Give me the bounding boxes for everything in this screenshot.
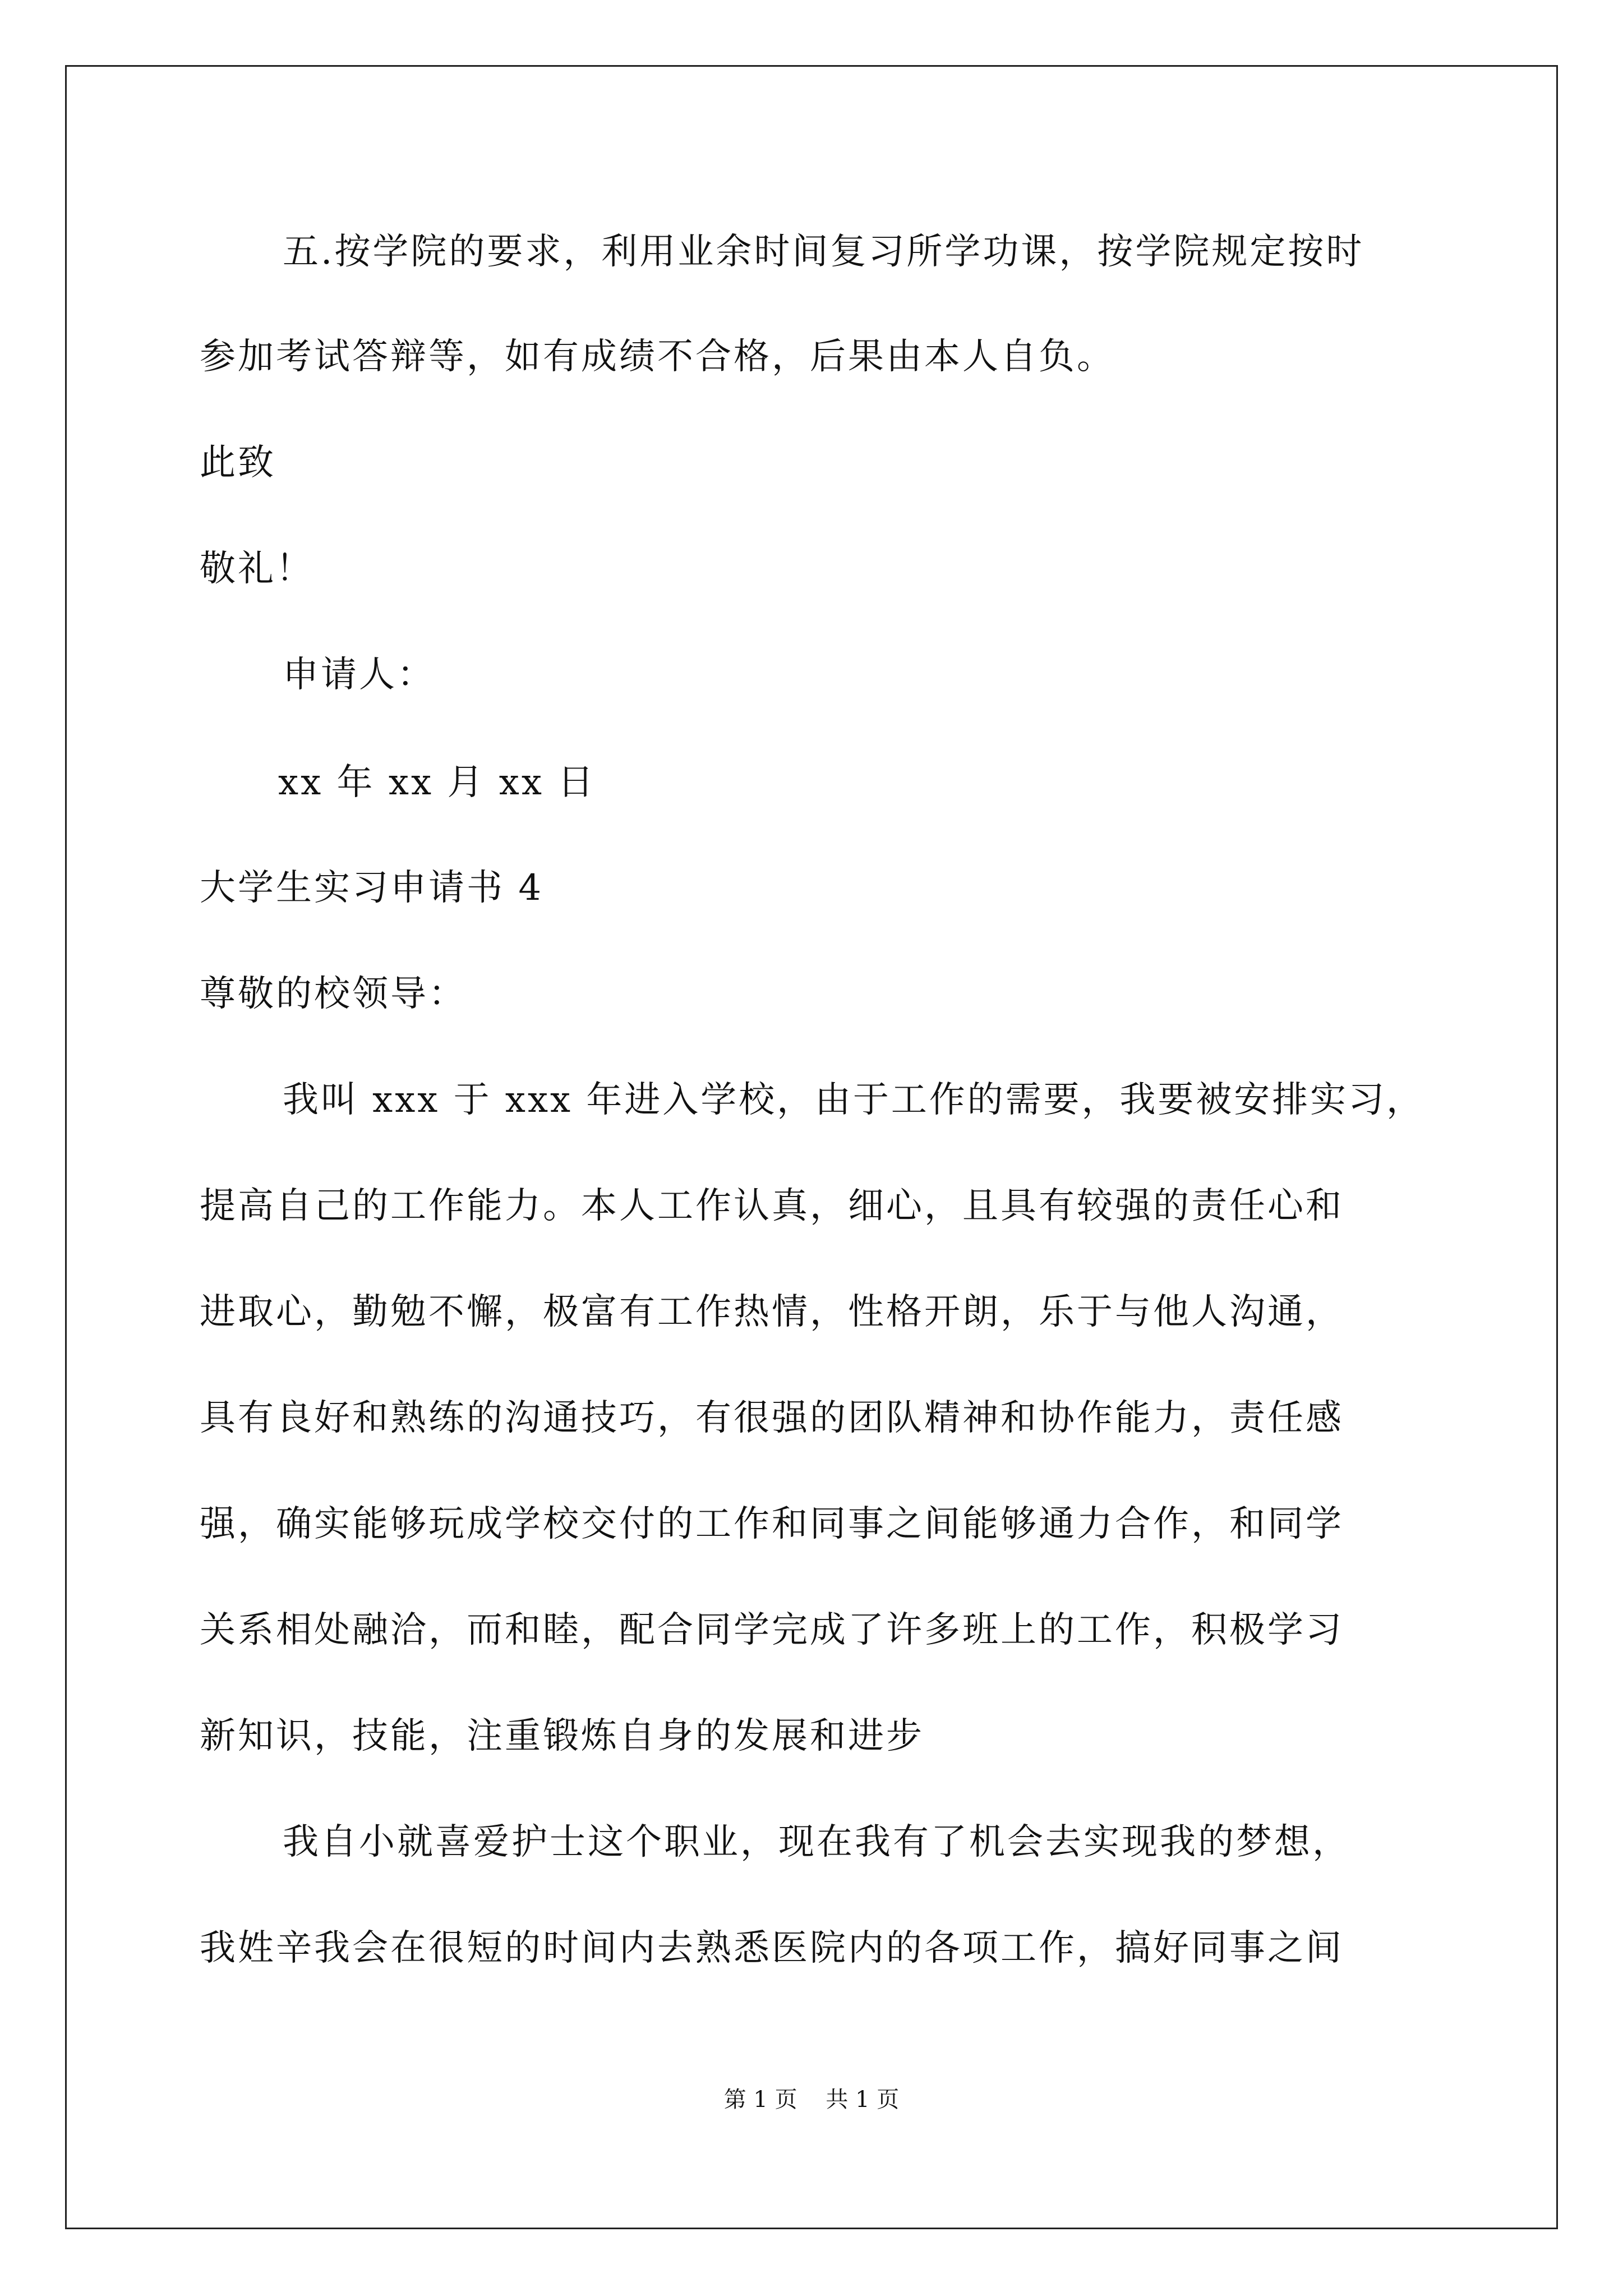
text-line-14: 关系相处融洽，而和睦，配合同学完成了许多班上的工作，积极学习 <box>200 1609 1344 1651</box>
section-title: 大学生实习申请书 4 <box>200 867 544 909</box>
letter-greeting: 尊敬的校领导： <box>200 973 467 1015</box>
text-line-16: 我自小就喜爱护士这个职业，现在我有了机会去实现我的梦想， <box>283 1821 1350 1863</box>
text-line-12: 具有良好和熟练的沟通技巧，有很强的团队精神和协作能力，责任感 <box>200 1397 1344 1439</box>
page-border <box>65 65 1558 2229</box>
text-line-1: 五.按学院的要求，利用业余时间复习所学功课，按学院规定按时 <box>283 231 1364 273</box>
text-line-10: 提高自己的工作能力。本人工作认真，细心，且具有较强的责任心和 <box>200 1185 1344 1227</box>
applicant-label: 申请人： <box>283 654 435 696</box>
salutation-line: 此致 <box>200 442 276 484</box>
text-line-2: 参加考试答辩等，如有成绩不合格，后果由本人自负。 <box>200 336 1115 378</box>
salutation-closing: 敬礼！ <box>200 548 314 590</box>
date-line: xx 年 xx 月 xx 日 <box>278 762 596 803</box>
text-line-13: 强，确实能够玩成学校交付的工作和同事之间能够通力合作，和同学 <box>200 1503 1344 1545</box>
text-line-9: 我叫 xxx 于 xxx 年进入学校，由于工作的需要，我要被安排实习， <box>283 1079 1424 1121</box>
text-line-15: 新知识，技能，注重锻炼自身的发展和进步 <box>200 1715 924 1757</box>
text-line-17: 我姓辛我会在很短的时间内去熟悉医院内的各项工作，搞好同事之间 <box>200 1927 1344 1969</box>
page-footer: 第 1 页 共 1 页 <box>723 2087 900 2113</box>
text-line-11: 进取心，勤勉不懈，极富有工作热情，性格开朗，乐于与他人沟通， <box>200 1291 1344 1333</box>
